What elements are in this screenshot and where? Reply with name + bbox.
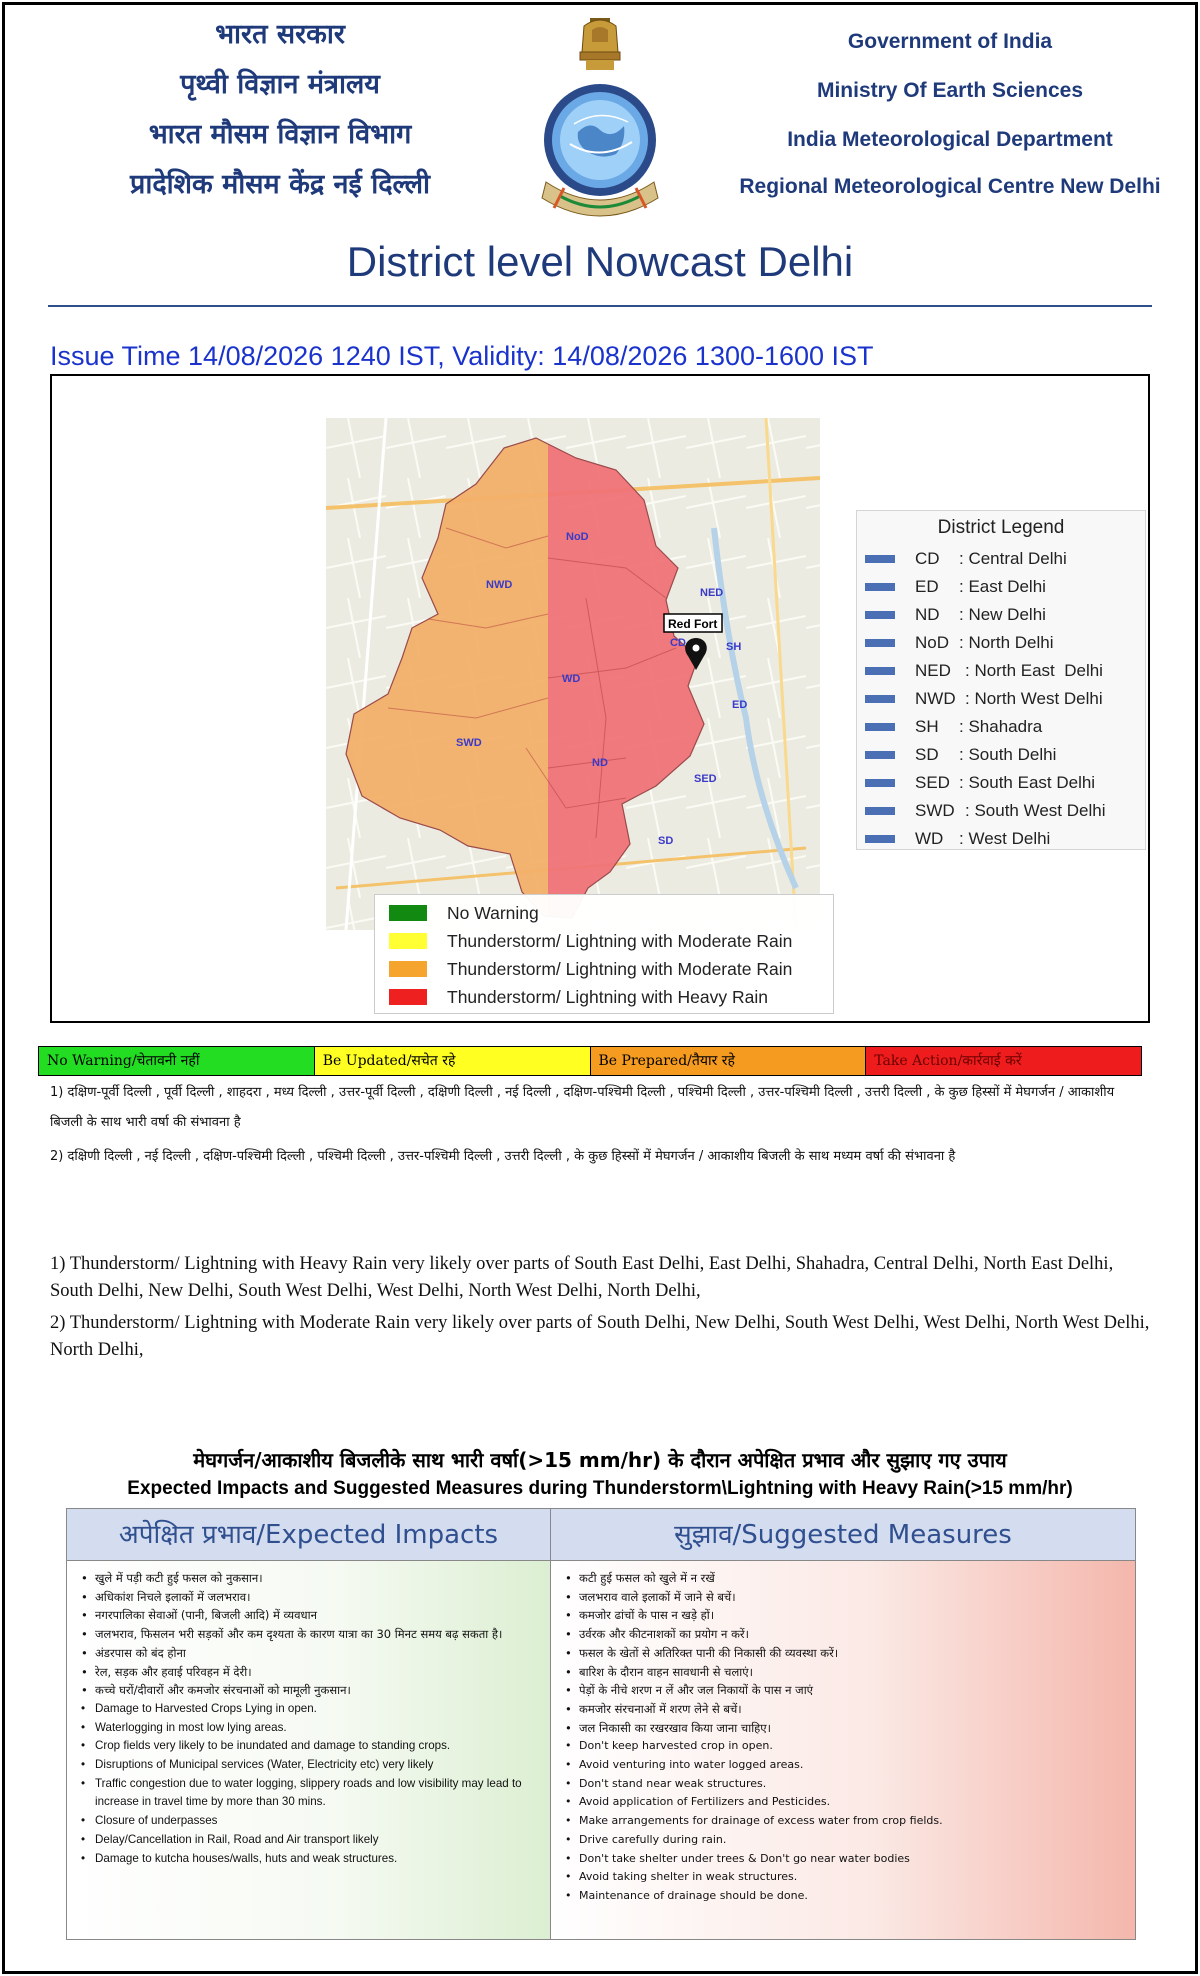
measure-item: • Don't stand near weak structures. [563,1775,1125,1794]
issue-validity-text: Issue Time 14/08/2026 1240 IST, Validity: 14/08/2026 1300-1600 IST [50,341,874,371]
impact-item: • Damage to kutcha houses/walls, huts and weak structures. [79,1850,540,1869]
district-legend-item: SWD : South West Delhi [857,797,1145,825]
impact-item: • जलभराव, फिसलन भरी सड़कों और कम दृश्यता के कारण यात्रा का 30 मिनट समय बढ़ सकता है। [79,1625,540,1644]
label-nd: ND [592,757,608,769]
measure-item: • Avoid taking shelter in weak structures. [563,1868,1125,1887]
title-divider [48,305,1152,307]
hindi-forecast-1: 1) दक्षिण-पूर्वी दिल्ली , पूर्वी दिल्ली , शाहदरा , मध्य दिल्ली , उत्तर-पूर्वी दिल्ली , दक्षिणी दिल्ली , नई दिल्ली , दक्षिण-पश्चिमी दिल्ली , पश्चिमी दिल्ली , उत्तर-पश्चिमी दिल्ली , उत्तरी दिल्ली , के कुछ हिस्सों में मेघगर्जन / आकाशीय बिजली के साथ भारी वर्षा की संभावना है [50,1085,1115,1130]
impacts-title-hindi: मेघगर्जन/आकाशीय बिजलीके साथ भारी वर्षा(>15 mm/hr) के दौरान अपेक्षित प्रभाव और सुझाए गए उपाय [193,1448,1007,1472]
measure-item: • Avoid venturing into water logged areas. [563,1756,1125,1775]
impact-item: • Disruptions of Municipal services (Water, Electricity etc) very likely [79,1756,540,1775]
impacts-title-english: Expected Impacts and Suggested Measures during Thunderstorm\Lightning with Heavy Rain(>15 mm/hr) [127,1478,1073,1499]
impact-item: • अंडरपास को बंद होना [79,1644,540,1663]
nowcast-map-panel [50,374,1150,1023]
impacts-measures-table [66,1508,1136,1940]
district-legend-item: NoD : North Delhi [857,629,1145,657]
impact-item: • Waterlogging in most low lying areas. [79,1719,540,1738]
measure-item: • जलभराव वाले इलाकों में जाने से बचें। [563,1588,1125,1607]
district-legend-title: District Legend [937,517,1065,538]
district-legend-item: ED : East Delhi [857,573,1145,601]
warning-legend-item: No Warning [375,899,833,927]
label-sd: SD [658,835,674,847]
measure-item: • फसल के खेतों से अतिरिक्त पानी की निकासी की व्यवस्था करें। [563,1644,1125,1663]
bar-take-action: Take Action/कार्रवाई करें [866,1047,1141,1075]
district-legend-item: ND : New Delhi [857,601,1145,629]
delhi-district-map[interactable] [326,418,820,930]
impact-item: • कच्चे घरों/दीवारों और कमजोर संरचनाओं को मामूली नुकसान। [79,1681,540,1700]
header-hindi-line-1: भारत सरकार [215,19,345,50]
label-sed: SED [694,773,717,785]
impact-item: • Delay/Cancellation in Rail, Road and Air transport likely [79,1831,540,1850]
measure-item: • कटी हुई फसल को खुले में न रखें [563,1569,1125,1588]
impact-item: • Closure of underpasses [79,1812,540,1831]
warning-legend-item: Thunderstorm/ Lightning with Heavy Rain [375,983,833,1011]
district-legend-item: SD : South Delhi [857,741,1145,769]
measure-item: • कमजोर संरचनाओं में शरण लेने से बचें। [563,1700,1125,1719]
measure-item: • Don't keep harvested crop in open. [563,1737,1125,1756]
page-title: District level Nowcast Delhi [346,238,854,285]
suggested-measures-header: सुझाव/Suggested Measures [551,1509,1135,1561]
header-hindi-line-4: प्रादेशिक मौसम केंद्र नई दिल्ली [129,169,431,200]
measure-item: • Make arrangements for drainage of excess water from crop fields. [563,1812,1125,1831]
impact-item: • Crop fields very likely to be inundated and damage to standing crops. [79,1737,540,1756]
warning-legend [374,894,834,1014]
warning-color-bar [38,1046,1142,1076]
hindi-forecast-2: 2) दक्षिणी दिल्ली , नई दिल्ली , दक्षिण-पश्चिमी दिल्ली , पश्चिमी दिल्ली , उत्तर-पश्चिमी दिल्ली , उत्तरी दिल्ली , के कुछ हिस्सों में मेघगर्जन / आकाशीय बिजली के साथ मध्यम वर्षा की संभावना है [50,1149,956,1164]
measure-item: • जल निकासी का रखरखाव किया जाना चाहिए। [563,1719,1125,1738]
label-ed: ED [732,699,748,711]
label-cd: CD [670,637,686,649]
header-english-line-2: Ministry Of Earth Sciences [816,79,1084,102]
header-english-line-4: Regional Meteorological Centre New Delhi [739,175,1161,198]
imd-emblem-logo [540,12,660,227]
impact-item: • नगरपालिका सेवाओं (पानी, बिजली आदि) में व्यवधान [79,1606,540,1625]
bar-be-prepared: Be Prepared/तैयार रहे [591,1047,867,1075]
measure-item: • बारिश के दौरान वाहन सावधानी से चलाएं। [563,1663,1125,1682]
label-sh: SH [726,641,742,653]
measure-item: • उर्वरक और कीटनाशकों का प्रयोग न करें। [563,1625,1125,1644]
impact-item: • Traffic congestion due to water logging, slippery roads and low visibility may lead to increase in travel time by more than 30 mins. [79,1775,540,1812]
english-forecast-1: 1) Thunderstorm/ Lightning with Heavy Rain very likely over parts of South East Delhi, East Delhi, Shahadra, Central Delhi, North East Delhi, South Delhi, New Delhi, South West Delhi, West Delhi, North West Delhi, North Delhi, [50,1254,1114,1301]
bar-be-updated: Be Updated/सचेत रहे [315,1047,591,1075]
measure-item: • पेड़ों के नीचे शरण न लें और जल निकायों के पास न जाएं [563,1681,1125,1700]
label-wd: WD [562,673,581,685]
measure-item: • Don't take shelter under trees & Don't go near water bodies [563,1850,1125,1869]
header-hindi-line-3: भारत मौसम विज्ञान विभाग [148,119,412,150]
expected-impacts-column [67,1561,551,1939]
warning-legend-item: Thunderstorm/ Lightning with Moderate Rain [375,955,833,983]
measure-item: • Drive carefully during rain. [563,1831,1125,1850]
district-legend [856,510,1146,850]
header-english-line-1: Government of India [847,30,1053,53]
label-ned: NED [700,587,724,599]
header-hindi-line-2: पृथ्वी विज्ञान मंत्रालय [180,69,380,100]
label-nod: NoD [566,531,589,543]
measure-item: • कमजोर ढांचों के पास न खड़े हों। [563,1606,1125,1625]
district-legend-item: NWD : North West Delhi [857,685,1145,713]
impact-item: • रेल, सड़क और हवाई परिवहन में देरी। [79,1663,540,1682]
bar-no-warning: No Warning/चेतावनी नहीं [39,1047,315,1075]
red-fort-label: Red Fort [668,617,718,631]
district-legend-item: WD : West Delhi [857,825,1145,853]
label-swd: SWD [456,737,482,749]
impact-item: • अधिकांश निचले इलाकों में जलभराव। [79,1588,540,1607]
district-legend-item: SH : Shahadra [857,713,1145,741]
expected-impacts-header: अपेक्षित प्रभाव/Expected Impacts [67,1509,551,1561]
measure-item: • Avoid application of Fertilizers and Pesticides. [563,1793,1125,1812]
impact-item: • Damage to Harvested Crops Lying in open. [79,1700,540,1719]
label-nwd: NWD [486,579,513,591]
measure-item: • Maintenance of drainage should be done. [563,1887,1125,1906]
header-english-line-3: India Meteorological Department [787,128,1113,151]
district-legend-item: NED : North East Delhi [857,657,1145,685]
district-legend-item: SED : South East Delhi [857,769,1145,797]
english-forecast-2: 2) Thunderstorm/ Lightning with Moderate Rain very likely over parts of South Delhi, New Delhi, South West Delhi, West Delhi, North West Delhi, North Delhi, [50,1313,1150,1360]
impact-item: • खुले में पड़ी कटी हुई फसल को नुकसान। [79,1569,540,1588]
warning-legend-item: Thunderstorm/ Lightning with Moderate Rain [375,927,833,955]
suggested-measures-column [551,1561,1135,1939]
district-legend-item: CD : Central Delhi [857,545,1145,573]
